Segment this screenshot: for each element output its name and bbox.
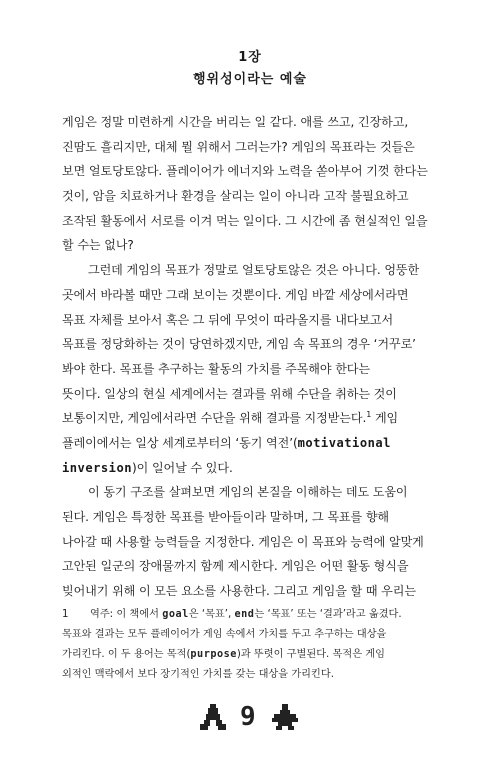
text-segment: 플레이에서는 일상 세계로부터의 ‘동기 역전’( [62, 435, 298, 450]
text-line: 곳에서 바라볼 때만 그래 보이는 것뿐이다. 게임 바깥 세상에서라면 [62, 287, 409, 302]
pixel-fighter-icon [272, 704, 298, 730]
text-line: 보면 얼토당토않다. 플레이어가 에너지와 노력을 쏟아부어 기껏 한다는 [62, 164, 428, 179]
text-segment: 은 ‘목표’, [188, 609, 235, 620]
text-line: 고안된 일군의 장애물까지 함께 제시한다. 게임은 어떤 활동 형식을 [62, 559, 409, 574]
text-line: 빚어내기 위해 이 모든 요소를 사용한다. 그리고 게임을 할 때 우리는 [62, 584, 416, 599]
text-line: 게임은 정말 미련하게 시간을 버리는 일 같다. 애를 쓰고, 긴장하고, [62, 115, 409, 129]
chapter-title: 행위성이라는 예술 [193, 72, 307, 87]
text-segment: 는 ‘목표’ 또는 ‘결과’라고 옮겼다. [254, 609, 402, 620]
text-line [62, 406, 442, 431]
text-segment: )과 뚜렷이 구별된다. 목적은 게임 [236, 649, 385, 660]
page-number: 9 [240, 702, 256, 732]
text-line [62, 456, 442, 481]
footnote-line [62, 605, 446, 625]
text-segment: 게임 [371, 411, 399, 426]
text-line: 된다. 게임은 특정한 목표를 받아들이라 말하며, 그 목표를 향해 [62, 510, 390, 524]
text-line: 조작된 활동에서 서로를 이겨 먹는 일이다. 그 시간에 좀 현실적인 일을 [62, 213, 428, 228]
text-line: 목표 자체를 보아서 혹은 그 뒤에 무엇이 따라올지를 내다보고서 [62, 312, 394, 327]
footnote-line [62, 645, 446, 665]
text-segment: 역주: 이 책에서 [90, 609, 163, 620]
english-term: motivational [297, 435, 391, 450]
text-line: 나아갈 때 사용할 능력들을 지정한다. 게임은 이 목표와 능력에 알맞게 [62, 534, 424, 549]
text-line: 이 동기 구조를 살펴보면 게임의 본질을 이해하는 데도 도움이 [88, 485, 408, 500]
text-segment: )이 일어날 수 있다. [132, 460, 233, 475]
text-line: 뜻이다. 일상의 현실 세계에서는 결과를 위해 수단을 취하는 것이 [62, 386, 397, 401]
footnote-line: 외적인 맥락에서 보다 장기적인 가치를 갖는 대상을 가리킨다. [62, 669, 334, 680]
text-segment: 보통이지만, 게임에서라면 수단을 위해 결과를 지정받는다. [62, 411, 367, 426]
body-text [62, 110, 442, 604]
english-term: purpose [190, 649, 237, 660]
text-line: 봐야 한다. 목표를 추구하는 활동의 가치를 주목해야 한다는 [62, 361, 370, 376]
text-line: 그런데 게임의 목표가 정말로 얼토당토않은 것은 아니다. 엉뚱한 [88, 263, 420, 278]
english-term: end [234, 609, 255, 620]
text-line [62, 431, 442, 456]
text-line: 진땀도 흘리지만, 대체 뭘 위해서 그러는가? 게임의 목표라는 것들은 [62, 139, 415, 154]
text-segment: 가리킨다. 이 두 용어는 목적( [62, 649, 191, 660]
chapter-number: 1장 [238, 50, 262, 65]
english-term: inversion [62, 460, 133, 475]
text-line: 것이, 암을 치료하거나 환경을 살리는 일이 아니라 고작 불필요하고 [62, 189, 409, 204]
text-line: 목표를 정당화하는 것이 당연하겠지만, 게임 속 목표의 경우 ‘거꾸로’ [62, 337, 416, 352]
english-term: goal [162, 609, 189, 620]
footnote [62, 605, 446, 685]
text-line: 할 수는 없나? [62, 238, 134, 253]
pixel-ship-icon [200, 704, 226, 730]
page-number-ornament [0, 704, 500, 734]
footnote-number: 1 [62, 609, 69, 620]
footnote-line: 목표와 결과는 모두 플레이어가 게임 속에서 가치를 두고 추구하는 대상을 [62, 629, 387, 640]
footnote-marker[interactable]: 1 [366, 410, 372, 420]
